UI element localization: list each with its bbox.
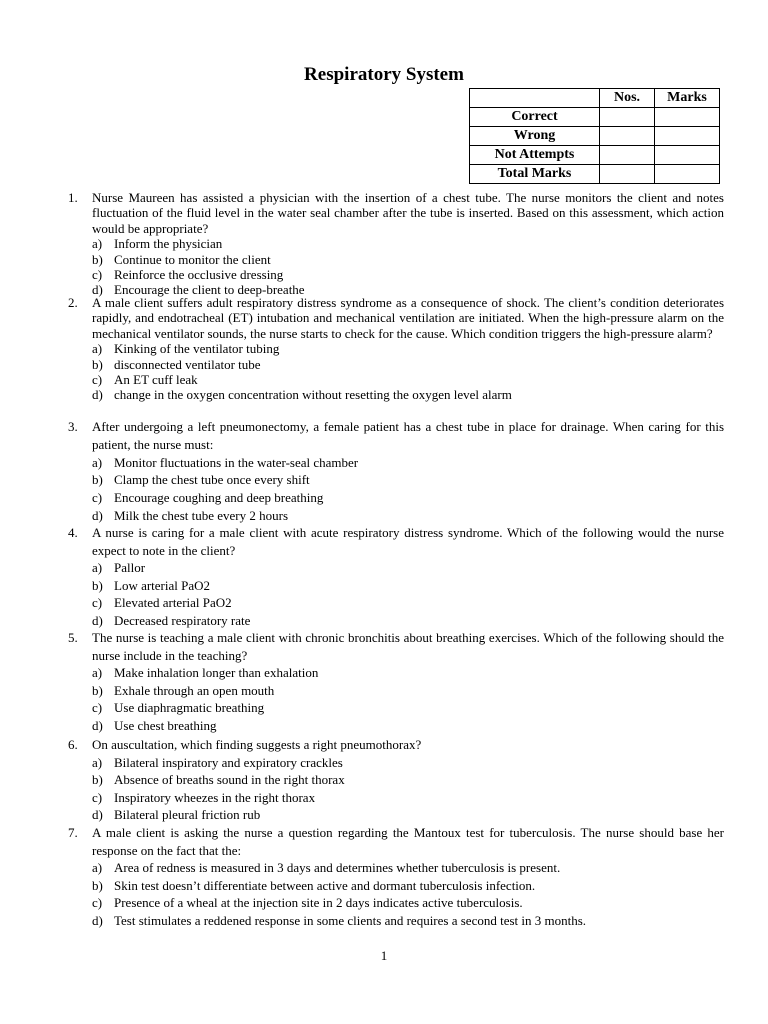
option-letter: c) xyxy=(92,895,103,911)
answer-option-c xyxy=(68,594,724,612)
option-letter: d) xyxy=(92,507,103,523)
option-letter: c) xyxy=(92,490,103,506)
option-text: Skin test doesn’t differentiate between active and dormant tuberculosis infection. xyxy=(114,877,536,893)
answer-option-a xyxy=(68,859,724,877)
question-text: A male client suffers adult respiratory distress syndrome as a consequence of shock. The client’s condition deteriorates rapidly, and endotracheal (ET) intubation and mechanical ventilation are initiated. When the high-pressure alarm on the mechanical ventilator sounds, the nurse starts to check for the cause. Which condition triggers the high-pressure alarm? xyxy=(92,295,724,341)
answer-option-a xyxy=(68,341,724,356)
answer-option-c xyxy=(68,789,724,807)
option-letter: a) xyxy=(92,665,103,681)
question-stem xyxy=(68,524,724,559)
option-letter: c) xyxy=(92,789,103,805)
option-text: Absence of breaths sound in the right thorax xyxy=(114,772,345,788)
score-cell-correct-marks xyxy=(655,108,720,127)
question-text: The nurse is teaching a male client with chronic bronchitis about breathing exercises. Which of the following should the nurse include in the teaching? xyxy=(92,630,724,663)
option-text: Milk the chest tube every 2 hours xyxy=(114,507,289,523)
option-letter: c) xyxy=(92,595,103,611)
answer-option-b xyxy=(68,877,724,895)
score-table-header-marks: Marks xyxy=(655,89,720,108)
option-letter: a) xyxy=(92,341,103,357)
option-text: Encourage the client to deep-breathe xyxy=(114,282,305,298)
option-letter: d) xyxy=(92,807,103,823)
answer-option-a xyxy=(68,236,724,251)
score-table-row xyxy=(470,165,720,184)
question-stem xyxy=(68,418,724,454)
option-letter: a) xyxy=(92,754,103,770)
option-letter: b) xyxy=(92,251,103,267)
option-text: Encourage coughing and deep breathing xyxy=(114,490,324,506)
option-text: Elevated arterial PaO2 xyxy=(114,595,232,611)
question-text: A nurse is caring for a male client with acute respiratory distress syndrome. Which of the following would the nurse expect to note in the client? xyxy=(92,525,724,558)
question-number: 7. xyxy=(68,825,78,840)
question-number: 5. xyxy=(68,630,78,645)
question-stem xyxy=(68,295,724,341)
option-letter: d) xyxy=(92,387,103,403)
option-text: Inspiratory wheezes in the right thorax xyxy=(114,789,316,805)
question-6 xyxy=(68,736,724,824)
option-text: Test stimulates a reddened response in some clients and requires a second test in 3 months. xyxy=(114,912,587,928)
answer-option-b xyxy=(68,577,724,595)
question-2 xyxy=(68,295,724,403)
option-text: Exhale through an open mouth xyxy=(114,682,275,698)
option-letter: b) xyxy=(92,472,103,488)
question-number: 1. xyxy=(68,190,78,205)
score-table-row xyxy=(470,146,720,165)
answer-option-d xyxy=(68,507,724,525)
answer-option-d xyxy=(68,612,724,630)
question-number: 2. xyxy=(68,295,78,310)
option-letter: b) xyxy=(92,877,103,893)
answer-option-b xyxy=(68,252,724,267)
question-text: On auscultation, which finding suggests a right pneumothorax? xyxy=(92,737,422,752)
score-cell-wrong-marks xyxy=(655,127,720,146)
option-text: An ET cuff leak xyxy=(114,372,198,388)
score-row-label-total-marks: Total Marks xyxy=(470,165,600,184)
option-letter: b) xyxy=(92,772,103,788)
question-number: 4. xyxy=(68,525,78,540)
answer-option-d xyxy=(68,717,724,735)
answer-option-c xyxy=(68,489,724,507)
option-letter: d) xyxy=(92,282,103,298)
score-cell-total-nos xyxy=(600,165,655,184)
option-letter: c) xyxy=(92,267,103,283)
answer-option-c xyxy=(68,894,724,912)
score-table-row xyxy=(470,127,720,146)
answer-option-a xyxy=(68,754,724,772)
score-cell-wrong-nos xyxy=(600,127,655,146)
option-text: Reinforce the occlusive dressing xyxy=(114,267,284,283)
question-stem xyxy=(68,824,724,859)
score-row-label-not-attempts: Not Attempts xyxy=(470,146,600,165)
score-table xyxy=(469,88,720,184)
score-table-row xyxy=(470,108,720,127)
question-number: 6. xyxy=(68,737,78,752)
option-letter: d) xyxy=(92,912,103,928)
question-text: Nurse Maureen has assisted a physician with the insertion of a chest tube. The nurse monitors the client and notes fluctuation of the fluid level in the water seal chamber after the tube is inserted. Based on this assessment, which action would be appropriate? xyxy=(92,190,724,236)
page-title: Respiratory System xyxy=(304,64,464,85)
option-text: Low arterial PaO2 xyxy=(114,577,211,593)
question-stem xyxy=(68,736,724,754)
option-text: disconnected ventilator tube xyxy=(114,356,261,372)
option-text: Bilateral pleural friction rub xyxy=(114,807,261,823)
option-text: Kinking of the ventilator tubing xyxy=(114,341,280,357)
option-text: Use chest breathing xyxy=(114,717,217,733)
option-text: Continue to monitor the client xyxy=(114,251,271,267)
option-letter: a) xyxy=(92,560,103,576)
option-text: Make inhalation longer than exhalation xyxy=(114,665,319,681)
score-cell-correct-nos xyxy=(600,108,655,127)
option-text: change in the oxygen concentration without resetting the oxygen level alarm xyxy=(114,387,512,403)
option-letter: c) xyxy=(92,700,103,716)
page-number: 1 xyxy=(380,948,388,963)
answer-option-b xyxy=(68,771,724,789)
answer-option-c xyxy=(68,372,724,387)
answer-option-d xyxy=(68,387,724,402)
answer-option-b xyxy=(68,471,724,489)
option-text: Area of redness is measured in 3 days and determines whether tuberculosis is present. xyxy=(114,860,561,876)
question-text: After undergoing a left pneumonectomy, a female patient has a chest tube in place for drainage. When caring for this patient, the nurse must: xyxy=(92,419,724,452)
answer-option-a xyxy=(68,559,724,577)
option-letter: a) xyxy=(92,236,103,252)
score-row-label-wrong: Wrong xyxy=(470,127,600,146)
option-text: Bilateral inspiratory and expiratory crackles xyxy=(114,754,343,770)
option-letter: b) xyxy=(92,356,103,372)
option-text: Inform the physician xyxy=(114,236,223,252)
option-text: Decreased respiratory rate xyxy=(114,612,251,628)
option-text: Use diaphragmatic breathing xyxy=(114,700,265,716)
question-text: A male client is asking the nurse a question regarding the Mantoux test for tuberculosis. The nurse should base her response on the fact that the: xyxy=(92,825,724,858)
option-letter: d) xyxy=(92,612,103,628)
score-cell-not-attempts-nos xyxy=(600,146,655,165)
question-7 xyxy=(68,824,724,930)
option-text: Pallor xyxy=(114,560,146,576)
score-row-label-correct: Correct xyxy=(470,108,600,127)
option-letter: b) xyxy=(92,577,103,593)
option-letter: a) xyxy=(92,454,103,470)
score-table-header-row xyxy=(470,89,720,108)
answer-option-a xyxy=(68,454,724,472)
answer-option-b xyxy=(68,357,724,372)
question-stem xyxy=(68,629,724,664)
answer-option-d xyxy=(68,806,724,824)
option-letter: c) xyxy=(92,372,103,388)
answer-option-b xyxy=(68,682,724,700)
answer-option-c xyxy=(68,699,724,717)
question-5 xyxy=(68,629,724,735)
score-cell-not-attempts-marks xyxy=(655,146,720,165)
option-letter: a) xyxy=(92,860,103,876)
option-letter: d) xyxy=(92,717,103,733)
question-number: 3. xyxy=(68,419,78,434)
question-stem xyxy=(68,190,724,236)
option-letter: b) xyxy=(92,682,103,698)
question-4 xyxy=(68,524,724,630)
option-text: Clamp the chest tube once every shift xyxy=(114,472,310,488)
score-cell-total-marks xyxy=(655,165,720,184)
answer-option-d xyxy=(68,912,724,930)
answer-option-a xyxy=(68,664,724,682)
option-text: Monitor fluctuations in the water-seal chamber xyxy=(114,454,359,470)
answer-option-c xyxy=(68,267,724,282)
question-3 xyxy=(68,418,724,525)
score-table-header-nos: Nos. xyxy=(600,89,655,108)
score-table-header-blank xyxy=(470,89,600,108)
question-1 xyxy=(68,190,724,298)
option-text: Presence of a wheal at the injection site in 2 days indicates active tuberculosis. xyxy=(114,895,523,911)
